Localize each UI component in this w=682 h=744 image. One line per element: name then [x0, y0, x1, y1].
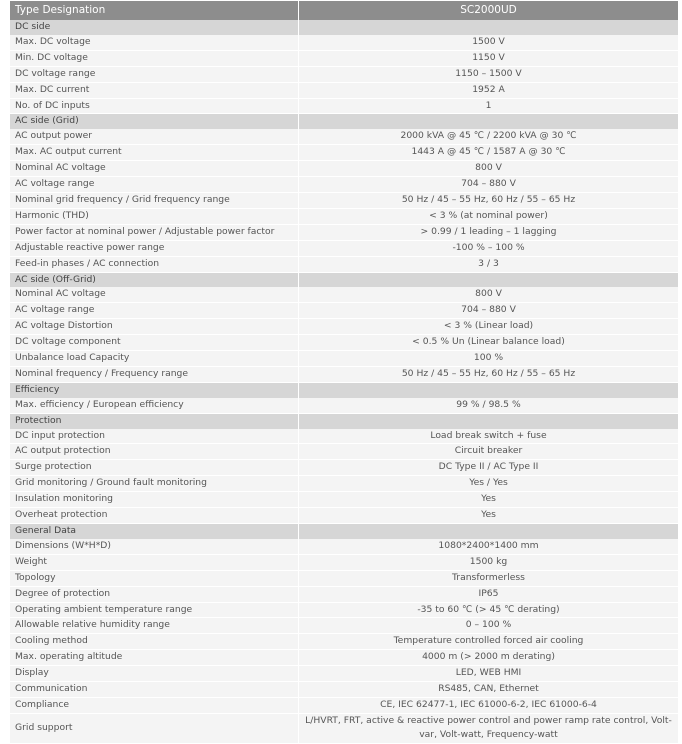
table-row — [10, 398, 678, 414]
table-row — [10, 161, 678, 177]
section-spacer — [299, 524, 678, 539]
parameter-value: 4000 m (> 2000 m derating) — [299, 650, 678, 666]
table-row — [10, 492, 678, 508]
parameter-name: AC output power — [10, 129, 299, 145]
section-spacer — [299, 383, 678, 398]
section-title: General Data — [10, 524, 299, 539]
table-row — [10, 682, 678, 698]
section-header-row — [10, 524, 678, 539]
table-row — [10, 714, 678, 744]
table-header-row — [10, 1, 678, 20]
parameter-value: Circuit breaker — [299, 444, 678, 460]
parameter-name: Display — [10, 666, 299, 682]
parameter-value: 0 – 100 % — [299, 618, 678, 634]
table-row — [10, 51, 678, 67]
table-row — [10, 225, 678, 241]
parameter-value: CE, IEC 62477-1, IEC 61000-6-2, IEC 61000-6-4 — [299, 698, 678, 714]
parameter-value: 800 V — [299, 287, 678, 303]
table-row — [10, 129, 678, 145]
specification-table-body — [10, 1, 678, 744]
table-row — [10, 444, 678, 460]
table-row — [10, 193, 678, 209]
specification-table — [10, 1, 678, 744]
parameter-name: Power factor at nominal power / Adjustable power factor — [10, 225, 299, 241]
table-row — [10, 303, 678, 319]
parameter-name: Dimensions (W*H*D) — [10, 539, 299, 555]
table-row — [10, 145, 678, 161]
table-row — [10, 209, 678, 225]
table-row — [10, 508, 678, 524]
parameter-name: DC input protection — [10, 429, 299, 445]
parameter-name: Compliance — [10, 698, 299, 714]
parameter-value: RS485, CAN, Ethernet — [299, 682, 678, 698]
parameter-value: Yes — [299, 492, 678, 508]
parameter-value: 2000 kVA @ 45 ℃ / 2200 kVA @ 30 ℃ — [299, 129, 678, 145]
parameter-name: No. of DC inputs — [10, 99, 299, 115]
parameter-name: Min. DC voltage — [10, 51, 299, 67]
table-row — [10, 555, 678, 571]
parameter-name: Degree of protection — [10, 587, 299, 603]
parameter-name: Topology — [10, 571, 299, 587]
table-row — [10, 618, 678, 634]
parameter-value: Yes / Yes — [299, 476, 678, 492]
section-title: AC side (Grid) — [10, 114, 299, 129]
table-row — [10, 698, 678, 714]
parameter-name: Nominal AC voltage — [10, 287, 299, 303]
section-title: DC side — [10, 20, 299, 35]
parameter-name: Max. operating altitude — [10, 650, 299, 666]
table-row — [10, 634, 678, 650]
section-spacer — [299, 20, 678, 35]
table-row — [10, 241, 678, 257]
parameter-value: 800 V — [299, 161, 678, 177]
parameter-value: Load break switch + fuse — [299, 429, 678, 445]
parameter-name: DC voltage range — [10, 67, 299, 83]
parameter-value: 1150 V — [299, 51, 678, 67]
table-row — [10, 335, 678, 351]
table-row — [10, 603, 678, 619]
table-row — [10, 650, 678, 666]
section-title: Protection — [10, 414, 299, 429]
table-row — [10, 67, 678, 83]
parameter-value: < 3 % (at nominal power) — [299, 209, 678, 225]
parameter-value: Yes — [299, 508, 678, 524]
parameter-value: 704 – 880 V — [299, 303, 678, 319]
parameter-value: 50 Hz / 45 – 55 Hz, 60 Hz / 55 – 65 Hz — [299, 367, 678, 383]
table-row — [10, 35, 678, 51]
table-row — [10, 367, 678, 383]
parameter-name: AC voltage range — [10, 303, 299, 319]
model-name: SC2000UD — [299, 1, 678, 20]
parameter-value: -100 % – 100 % — [299, 241, 678, 257]
table-row — [10, 257, 678, 273]
section-title: AC side (Off-Grid) — [10, 273, 299, 288]
section-header-row — [10, 383, 678, 398]
parameter-value: > 0.99 / 1 leading – 1 lagging — [299, 225, 678, 241]
parameter-name: Max. efficiency / European efficiency — [10, 398, 299, 414]
parameter-value: 1 — [299, 99, 678, 115]
parameter-value: 1080*2400*1400 mm — [299, 539, 678, 555]
table-row — [10, 476, 678, 492]
table-row — [10, 99, 678, 115]
parameter-value: 3 / 3 — [299, 257, 678, 273]
parameter-name: Unbalance load Capacity — [10, 351, 299, 367]
parameter-name: Grid support — [10, 714, 299, 744]
table-row — [10, 351, 678, 367]
parameter-value: < 0.5 % Un (Linear balance load) — [299, 335, 678, 351]
section-header-row — [10, 20, 678, 35]
table-row — [10, 287, 678, 303]
parameter-value: 100 % — [299, 351, 678, 367]
section-header-row — [10, 273, 678, 288]
table-row — [10, 319, 678, 335]
parameter-name: Max. AC output current — [10, 145, 299, 161]
parameter-value: L/HVRT, FRT, active & reactive power control and power ramp rate control, Volt-var, Volt-watt, Frequency-watt — [299, 714, 678, 744]
parameter-name: AC voltage Distortion — [10, 319, 299, 335]
section-spacer — [299, 414, 678, 429]
parameter-value: 1952 A — [299, 83, 678, 99]
parameter-name: Surge protection — [10, 460, 299, 476]
parameter-value: Transformerless — [299, 571, 678, 587]
table-row — [10, 460, 678, 476]
parameter-name: Cooling method — [10, 634, 299, 650]
parameter-name: Grid monitoring / Ground fault monitoring — [10, 476, 299, 492]
parameter-value: 704 – 880 V — [299, 177, 678, 193]
parameter-name: Feed-in phases / AC connection — [10, 257, 299, 273]
parameter-value: 99 % / 98.5 % — [299, 398, 678, 414]
parameter-name: Nominal AC voltage — [10, 161, 299, 177]
parameter-name: Weight — [10, 555, 299, 571]
parameter-name: Allowable relative humidity range — [10, 618, 299, 634]
parameter-name: Harmonic (THD) — [10, 209, 299, 225]
parameter-value: IP65 — [299, 587, 678, 603]
parameter-value: 50 Hz / 45 – 55 Hz, 60 Hz / 55 – 65 Hz — [299, 193, 678, 209]
section-header-row — [10, 414, 678, 429]
parameter-name: Adjustable reactive power range — [10, 241, 299, 257]
parameter-value: 1150 – 1500 V — [299, 67, 678, 83]
table-row — [10, 177, 678, 193]
type-designation-label: Type Designation — [10, 1, 299, 20]
parameter-name: Communication — [10, 682, 299, 698]
parameter-name: Insulation monitoring — [10, 492, 299, 508]
parameter-value: Temperature controlled forced air cooling — [299, 634, 678, 650]
table-row — [10, 429, 678, 445]
table-row — [10, 571, 678, 587]
section-header-row — [10, 114, 678, 129]
table-row — [10, 587, 678, 603]
parameter-value: LED, WEB HMI — [299, 666, 678, 682]
section-title: Efficiency — [10, 383, 299, 398]
parameter-name: Nominal grid frequency / Grid frequency range — [10, 193, 299, 209]
section-spacer — [299, 273, 678, 288]
parameter-name: Nominal frequency / Frequency range — [10, 367, 299, 383]
parameter-name: AC output protection — [10, 444, 299, 460]
parameter-value: 1500 V — [299, 35, 678, 51]
parameter-value: DC Type II / AC Type II — [299, 460, 678, 476]
parameter-name: AC voltage range — [10, 177, 299, 193]
parameter-name: Operating ambient temperature range — [10, 603, 299, 619]
table-row — [10, 539, 678, 555]
parameter-name: Max. DC current — [10, 83, 299, 99]
section-spacer — [299, 114, 678, 129]
parameter-value: 1443 A @ 45 ℃ / 1587 A @ 30 ℃ — [299, 145, 678, 161]
parameter-value: < 3 % (Linear load) — [299, 319, 678, 335]
parameter-name: Max. DC voltage — [10, 35, 299, 51]
parameter-value: -35 to 60 ℃ (> 45 ℃ derating) — [299, 603, 678, 619]
parameter-value: 1500 kg — [299, 555, 678, 571]
table-row — [10, 83, 678, 99]
table-row — [10, 666, 678, 682]
parameter-name: DC voltage component — [10, 335, 299, 351]
parameter-name: Overheat protection — [10, 508, 299, 524]
